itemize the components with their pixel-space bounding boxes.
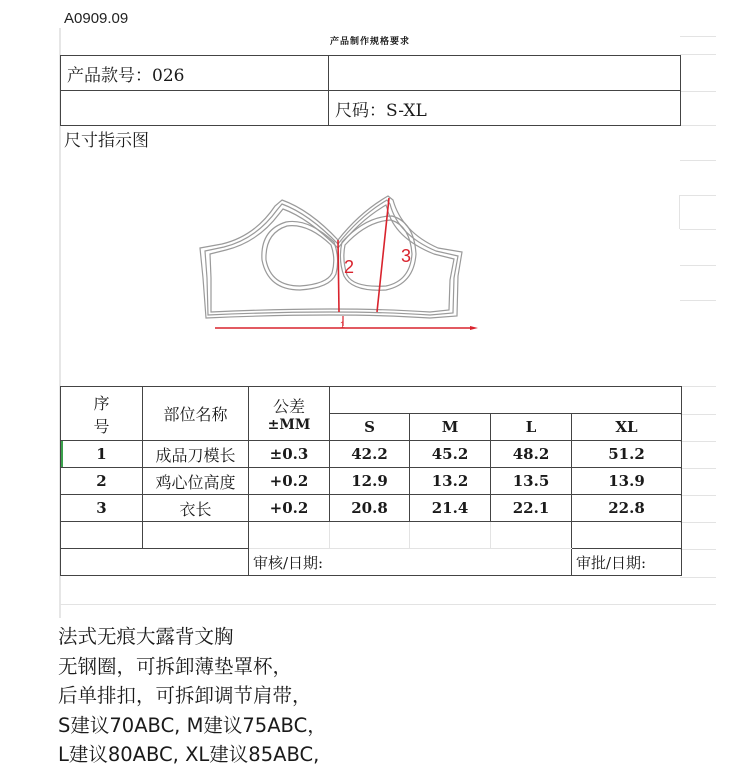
grid-line bbox=[680, 229, 716, 230]
style-number: 产品款号：026 bbox=[61, 56, 329, 91]
row-value-l: 48.2 bbox=[491, 441, 572, 468]
size-range: 尺码：S-XL bbox=[329, 91, 681, 126]
grid-line bbox=[680, 265, 716, 266]
marker-2-label: 2 bbox=[344, 257, 355, 277]
row-value-m: 21.4 bbox=[410, 495, 491, 522]
row-value-xl: 51.2 bbox=[572, 441, 682, 468]
bra-measurement-diagram bbox=[190, 178, 490, 338]
row-value-m: 13.2 bbox=[410, 468, 491, 495]
table-row bbox=[61, 441, 682, 468]
header-blank-cell bbox=[329, 56, 681, 91]
header-size-m: M bbox=[410, 414, 491, 441]
row-value-s: 42.2 bbox=[330, 441, 410, 468]
description-line: 无钢圈，可拆卸薄垫罩杯， bbox=[58, 654, 293, 678]
grid-line bbox=[679, 195, 680, 229]
description-line: S建议70ABC, M建议75ABC， bbox=[58, 713, 327, 737]
approve-date-label: 审批/日期: bbox=[572, 549, 682, 576]
header-tolerance-line1: 公差 bbox=[272, 397, 305, 416]
grid-line bbox=[680, 300, 716, 301]
row-value-s: 12.9 bbox=[330, 468, 410, 495]
blank-cell bbox=[491, 522, 572, 549]
size-chart-title: 尺寸指示图 bbox=[64, 131, 149, 151]
grid-line bbox=[60, 604, 716, 605]
header-no-line2: 号 bbox=[93, 416, 110, 436]
grid-line bbox=[680, 549, 716, 550]
row-value-xl: 13.9 bbox=[572, 468, 682, 495]
table-row bbox=[61, 495, 682, 522]
row-no: 1 bbox=[61, 441, 143, 468]
spec-table bbox=[60, 386, 682, 576]
row-no: 3 bbox=[61, 495, 143, 522]
blank-cell bbox=[572, 522, 682, 549]
row-value-s: 20.8 bbox=[330, 495, 410, 522]
table-row bbox=[61, 468, 682, 495]
header-part: 部位名称 bbox=[143, 387, 249, 441]
signature-row bbox=[61, 549, 682, 576]
grid-line bbox=[680, 468, 716, 469]
blank-cell bbox=[61, 522, 143, 549]
row-tolerance: +0.2 bbox=[249, 468, 330, 495]
product-description bbox=[58, 622, 327, 770]
grid-line bbox=[680, 414, 716, 415]
row-part: 鸡心位高度 bbox=[143, 468, 249, 495]
sku-label: A0909.09 bbox=[64, 10, 129, 27]
grid-line bbox=[680, 195, 716, 196]
blank-cell bbox=[330, 522, 410, 549]
row-value-xl: 22.8 bbox=[572, 495, 682, 522]
grid-line bbox=[680, 441, 716, 442]
row-value-l: 13.5 bbox=[491, 468, 572, 495]
grid-line bbox=[680, 91, 716, 92]
header-table bbox=[60, 55, 681, 126]
header-size-l: L bbox=[491, 414, 572, 441]
marker-1-label: 1 bbox=[340, 320, 346, 330]
sheet-title: 产品制作规格要求 bbox=[329, 37, 410, 47]
marker-3-label: 3 bbox=[401, 246, 412, 266]
grid-line bbox=[680, 36, 716, 37]
blank-cell bbox=[410, 522, 491, 549]
grid-line bbox=[680, 160, 716, 161]
row-part: 衣长 bbox=[143, 495, 249, 522]
grid-line bbox=[680, 522, 716, 523]
blank-cell bbox=[61, 549, 249, 576]
grid-line bbox=[680, 577, 716, 578]
header-blank-cell bbox=[61, 91, 329, 126]
header-no bbox=[61, 387, 143, 441]
header-size-s: S bbox=[330, 414, 410, 441]
grid-line bbox=[680, 54, 716, 55]
grid-line bbox=[680, 386, 716, 387]
description-line: 法式无痕大露背文胸 bbox=[58, 625, 234, 648]
row-tolerance: ±0.3 bbox=[249, 441, 330, 468]
blank-row bbox=[61, 522, 682, 549]
header-size-xl: XL bbox=[572, 414, 682, 441]
row-tolerance: +0.2 bbox=[249, 495, 330, 522]
header-tolerance bbox=[249, 387, 330, 441]
row-value-m: 45.2 bbox=[410, 441, 491, 468]
header-size-group bbox=[330, 387, 682, 414]
blank-cell bbox=[143, 522, 249, 549]
blank-cell bbox=[249, 522, 330, 549]
grid-line bbox=[680, 495, 716, 496]
description-line: L建议80ABC, XL建议85ABC, bbox=[58, 743, 320, 766]
description-line: 后单排扣，可拆卸调节肩带， bbox=[58, 684, 312, 707]
review-date-label: 审核/日期: bbox=[249, 549, 572, 576]
bra-outline-icon bbox=[200, 196, 462, 318]
row-no: 2 bbox=[61, 468, 143, 495]
grid-line bbox=[680, 125, 716, 126]
row-value-l: 22.1 bbox=[491, 495, 572, 522]
header-no-line1: 序 bbox=[93, 393, 110, 413]
row-part: 成品刀模长 bbox=[143, 441, 249, 468]
header-tolerance-line2: ±MM bbox=[267, 417, 311, 433]
